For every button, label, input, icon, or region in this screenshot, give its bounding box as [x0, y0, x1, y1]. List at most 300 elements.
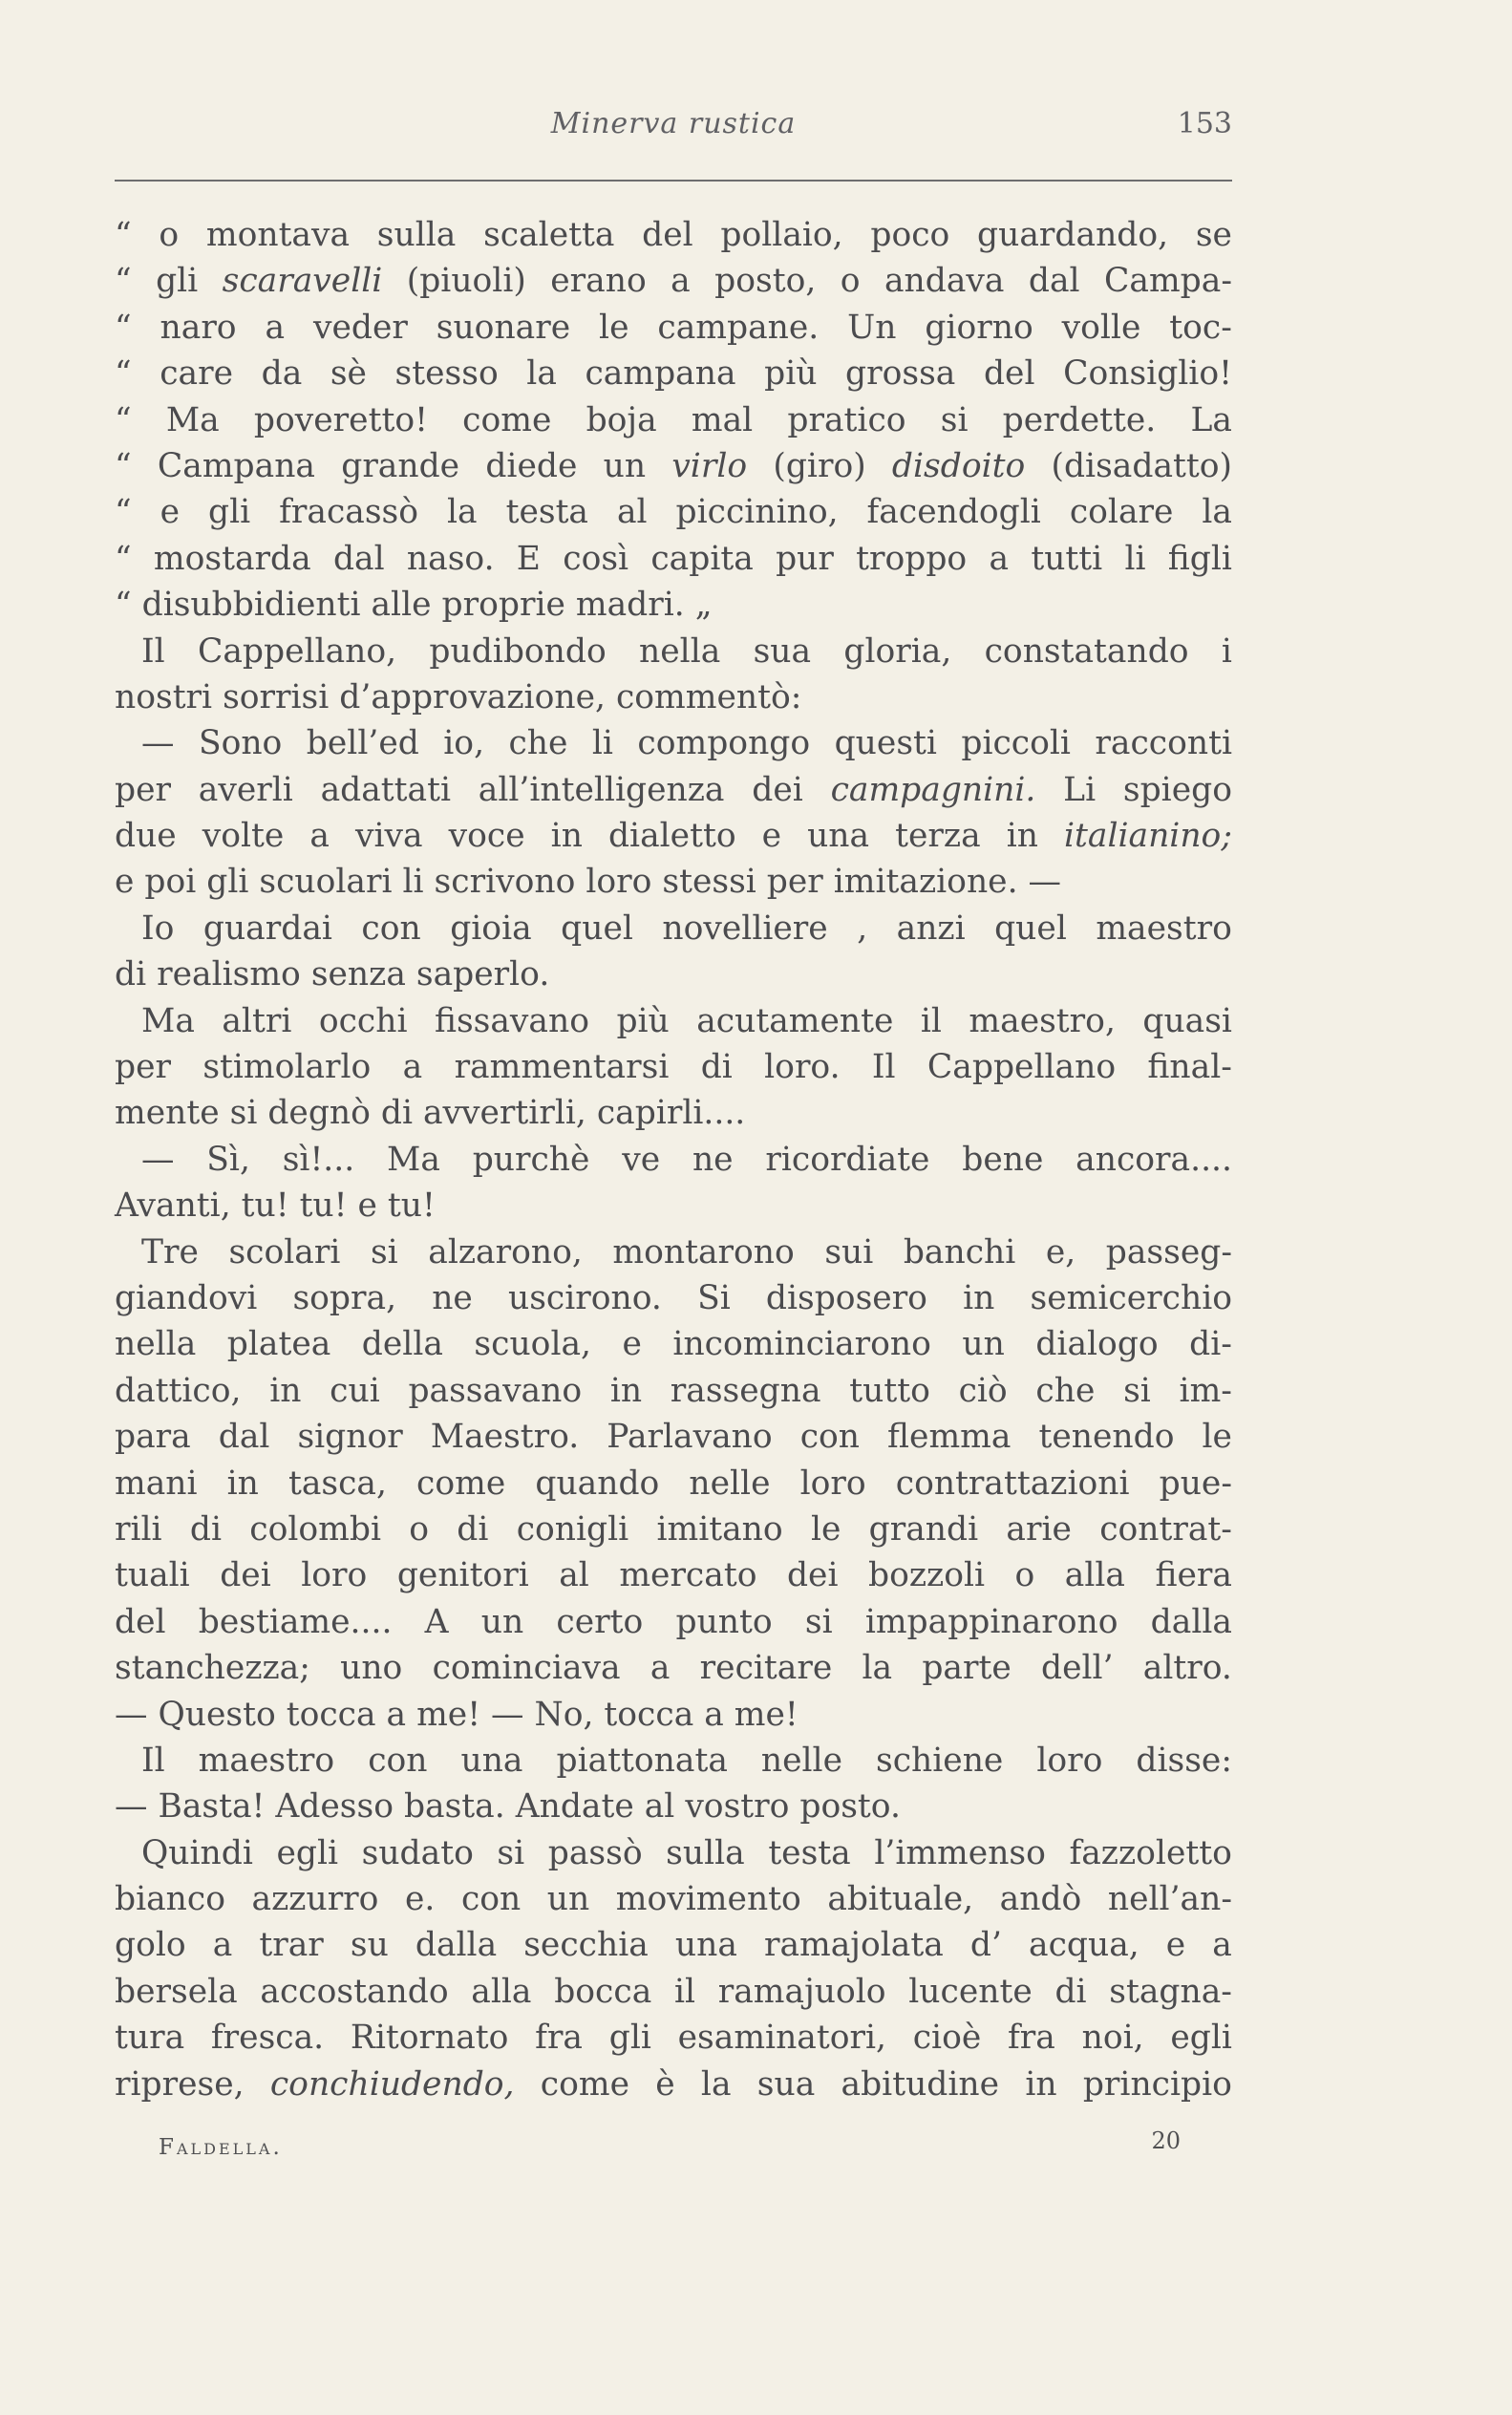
word: li	[402, 863, 424, 902]
word: constatando	[984, 631, 1189, 671]
word: “	[115, 446, 132, 485]
word: montava	[205, 216, 351, 254]
word: quasi	[1142, 1001, 1232, 1040]
text-line	[115, 489, 1232, 535]
text-line	[115, 1275, 1232, 1321]
word: un	[480, 1602, 524, 1641]
word: disse:	[1136, 1741, 1232, 1780]
word: o	[1014, 1556, 1035, 1595]
word: posto,	[714, 262, 817, 301]
word: a	[671, 262, 691, 301]
word: si	[804, 1602, 833, 1641]
word: grossa	[845, 354, 956, 394]
word: flemma	[887, 1418, 1012, 1457]
word: sè	[330, 354, 367, 394]
word-space	[586, 1090, 597, 1136]
word-space	[724, 1692, 735, 1738]
word: (disadatto)	[1051, 446, 1232, 485]
text-line	[115, 951, 1232, 997]
word: capirli....	[596, 1094, 746, 1133]
word: si	[1123, 1371, 1151, 1410]
word: loro	[1036, 1741, 1103, 1780]
word: “	[115, 216, 132, 254]
word: lucente	[908, 1972, 1033, 2011]
word: No,	[534, 1695, 594, 1734]
text-line	[115, 2015, 1232, 2061]
word: mostarda	[153, 539, 311, 578]
word: bocca	[554, 1972, 652, 2011]
word: tuali	[115, 1556, 190, 1595]
word: sua	[753, 631, 812, 671]
word: da	[261, 354, 303, 394]
word: piccinino,	[675, 493, 839, 532]
word: —	[115, 1695, 148, 1734]
word: tocca	[604, 1695, 694, 1734]
word: quel	[994, 908, 1067, 948]
word: sulla	[376, 216, 457, 254]
word: tutto	[849, 1371, 930, 1410]
word: bersela	[115, 1972, 238, 2011]
word: è	[655, 2064, 675, 2104]
word: gioia	[450, 908, 532, 948]
word: le	[1202, 1418, 1232, 1457]
word: fissavano	[434, 1001, 589, 1040]
word: due	[115, 817, 177, 856]
word: per	[766, 863, 823, 902]
word: di	[700, 1048, 733, 1087]
word: una	[674, 1926, 737, 1965]
word: maestro	[198, 1741, 335, 1780]
text-line	[115, 1784, 1232, 1829]
word: dal	[1028, 262, 1080, 301]
word-space	[231, 1183, 242, 1229]
word: (giro)	[773, 446, 866, 485]
word: ciò	[958, 1371, 1008, 1410]
text-line	[115, 305, 1232, 351]
word: gli	[608, 2019, 651, 2058]
word: im-	[1179, 1371, 1232, 1410]
text-line	[115, 258, 1232, 304]
word: a	[1212, 1926, 1232, 1965]
word: Basta!	[158, 1787, 266, 1827]
word: e	[357, 1186, 377, 1226]
word: purchè	[472, 1140, 590, 1179]
word: realismo	[157, 955, 301, 994]
word: boja	[586, 400, 657, 439]
word-space	[1018, 859, 1029, 905]
word: volte	[202, 817, 285, 856]
text-line	[115, 906, 1232, 951]
word: e	[622, 1325, 642, 1364]
word: sua	[756, 2064, 816, 2104]
word: a	[309, 817, 330, 856]
word: colare	[1069, 493, 1174, 532]
word: uno	[340, 1649, 403, 1688]
word: alzarono,	[428, 1232, 583, 1272]
word-space	[674, 1784, 685, 1829]
word: con	[460, 1880, 522, 1919]
word: ne	[692, 1140, 734, 1179]
word: questi	[834, 724, 937, 763]
word: un	[546, 1880, 590, 1919]
word: che	[508, 724, 568, 763]
word: si	[497, 1833, 525, 1872]
word: scolari	[228, 1232, 341, 1272]
word-space	[651, 859, 662, 905]
text-line	[115, 998, 1232, 1044]
word: ne	[432, 1278, 473, 1317]
word: Campana	[157, 446, 315, 485]
word: voce	[448, 817, 525, 856]
word: nelle	[760, 1741, 843, 1780]
word-space	[789, 1784, 799, 1829]
word: altri	[222, 1001, 292, 1040]
word: dell’	[1041, 1649, 1114, 1688]
word: egli	[1170, 2019, 1232, 2058]
text-line	[115, 1507, 1232, 1552]
word: andò	[999, 1880, 1082, 1919]
word: impappinarono	[864, 1602, 1118, 1641]
word: di	[380, 1094, 413, 1133]
word: un	[962, 1325, 1005, 1364]
word: grande	[341, 446, 460, 485]
word: E	[516, 539, 541, 578]
word: bianco	[115, 1880, 225, 1919]
word: senza	[310, 955, 406, 994]
word: posto.	[799, 1787, 901, 1827]
word: la	[700, 2064, 732, 2104]
text-line	[115, 1830, 1232, 1876]
word: —	[141, 1140, 175, 1179]
word: La	[1190, 400, 1232, 439]
word: naso.	[406, 539, 495, 578]
word: della	[361, 1325, 443, 1364]
word: care	[160, 354, 234, 394]
word-space	[196, 859, 206, 905]
word: disubbidienti	[141, 586, 361, 625]
word: quel	[561, 908, 633, 948]
word-space	[148, 1784, 159, 1829]
word: al	[644, 1787, 675, 1827]
word: giandovi	[115, 1278, 258, 1317]
word: pue-	[1159, 1464, 1232, 1503]
word: pratico	[787, 400, 906, 439]
word-space	[394, 1784, 404, 1829]
word: esaminatori,	[677, 2019, 886, 2058]
word: fiera	[1155, 1556, 1232, 1595]
word: ,	[857, 908, 868, 948]
word-space	[606, 674, 616, 720]
word: a	[386, 1695, 407, 1734]
word-space	[132, 582, 142, 628]
word: sulla	[666, 1833, 745, 1872]
word: le	[810, 1509, 841, 1549]
word: abituale,	[827, 1880, 974, 1919]
word: le	[599, 308, 629, 347]
word: guardando,	[977, 216, 1169, 254]
word: terza	[895, 817, 981, 856]
word-space	[376, 1692, 387, 1738]
word: poveretto!	[253, 400, 428, 439]
word: bene	[962, 1140, 1044, 1179]
word: dei	[786, 1556, 839, 1595]
word: volle	[1061, 308, 1141, 347]
word: Il	[141, 631, 165, 671]
word-space	[413, 1090, 423, 1136]
word: final-	[1147, 1048, 1232, 1087]
word: come	[462, 400, 552, 439]
word: grandi	[868, 1509, 979, 1549]
word-space	[265, 1784, 275, 1829]
word: Tre	[141, 1232, 199, 1272]
text-line	[115, 767, 1232, 813]
page-header	[115, 107, 1232, 155]
word: Campa-	[1104, 262, 1232, 301]
word-space	[248, 859, 259, 905]
text-line	[115, 1229, 1232, 1275]
word: scuolari	[259, 863, 393, 902]
word: guardai	[202, 908, 332, 948]
text-line	[115, 1969, 1232, 2015]
word: a	[402, 1048, 423, 1087]
word: scrivono	[434, 863, 576, 902]
text-line	[115, 1692, 1232, 1738]
word: erano	[550, 262, 647, 301]
text-line	[115, 674, 1232, 720]
word: signor	[297, 1418, 403, 1457]
text-line	[115, 1599, 1232, 1645]
word: “	[115, 539, 132, 578]
word: dattico,	[115, 1371, 242, 1410]
word-space	[575, 859, 586, 905]
word: Un	[847, 308, 897, 347]
word: bozzoli	[867, 1556, 986, 1595]
word: (piuoli)	[406, 262, 526, 301]
word: e	[761, 817, 782, 856]
text-line	[115, 582, 1232, 628]
word: montarono	[612, 1232, 795, 1272]
italic-word: italianino;	[1063, 817, 1232, 856]
word: sì!...	[282, 1140, 355, 1179]
text-line	[115, 351, 1232, 396]
word: nelle	[689, 1464, 771, 1503]
text-line	[115, 1137, 1232, 1183]
word-space	[348, 1183, 358, 1229]
word: tutti	[1031, 539, 1103, 578]
italic-word: campagnini.	[830, 770, 1036, 809]
word-space	[480, 1692, 491, 1738]
word: Il	[871, 1048, 896, 1087]
word: contrat-	[1099, 1509, 1232, 1549]
word: in	[550, 817, 583, 856]
word: genitori	[396, 1556, 529, 1595]
word: dialetto	[607, 817, 736, 856]
word-space	[685, 582, 695, 628]
word: Avanti,	[115, 1186, 231, 1226]
word: stessi	[662, 863, 756, 902]
word: campana	[585, 354, 736, 394]
word: in	[963, 1278, 995, 1317]
word: del	[115, 1602, 166, 1641]
word: para	[115, 1418, 191, 1457]
word: come	[416, 1464, 506, 1503]
word: poi	[144, 863, 197, 902]
word: dalla	[415, 1926, 498, 1965]
word: con	[799, 1418, 861, 1457]
word-space	[289, 1183, 300, 1229]
word-space	[371, 1090, 381, 1136]
word: loro	[799, 1464, 866, 1503]
italic-word: virlo	[671, 446, 748, 485]
word-space	[823, 859, 834, 905]
word: spiego	[1122, 770, 1232, 809]
text-line	[115, 1183, 1232, 1229]
word: Cappellano	[926, 1048, 1117, 1087]
italic-word: disdoito	[891, 446, 1026, 485]
word: —	[115, 1787, 148, 1827]
word: scaletta	[483, 216, 615, 254]
word: perdette.	[1002, 400, 1157, 439]
word: tu!	[299, 1186, 348, 1226]
word: mal	[691, 400, 754, 439]
word: fra	[535, 2019, 584, 2058]
word: sudato	[361, 1833, 474, 1872]
word: incominciarono	[672, 1325, 931, 1364]
text-line	[115, 1044, 1232, 1090]
word: nella	[639, 631, 721, 671]
word-space	[756, 859, 767, 905]
word: toc-	[1169, 308, 1232, 347]
word: a	[989, 539, 1010, 578]
word: il	[920, 1001, 942, 1040]
word: passò	[547, 1833, 643, 1872]
word: loro.	[764, 1048, 841, 1087]
italic-word: scaravelli	[222, 262, 383, 301]
word: Adesso	[275, 1787, 394, 1827]
word: pudibondo	[429, 631, 607, 671]
word: in	[1006, 817, 1038, 856]
word: semicerchio	[1030, 1278, 1232, 1317]
word: loro	[586, 863, 652, 902]
word: alla	[1064, 1556, 1126, 1595]
word: quando	[535, 1464, 660, 1503]
word: rili	[115, 1509, 162, 1549]
word: mani	[115, 1464, 198, 1503]
word: li	[591, 724, 613, 763]
text-line	[115, 1461, 1232, 1507]
word: si	[940, 400, 969, 439]
word-space	[424, 859, 435, 905]
word: stagna-	[1109, 1972, 1232, 2011]
word: fresca.	[210, 2019, 325, 2058]
word: Questo	[158, 1695, 276, 1734]
word: conigli	[516, 1509, 629, 1549]
word: veder	[312, 308, 408, 347]
word: in	[226, 1464, 259, 1503]
word: ve	[622, 1140, 661, 1179]
word-space	[361, 582, 372, 628]
word: Li	[1063, 770, 1097, 809]
word: Quindi	[141, 1833, 253, 1872]
word: capita	[650, 539, 754, 578]
word: nell’an-	[1107, 1880, 1232, 1919]
word-space	[393, 859, 403, 905]
word: nella	[115, 1325, 197, 1364]
word: più	[764, 354, 818, 394]
word: passavano	[408, 1371, 583, 1410]
word: poco	[870, 216, 950, 254]
word: secchia	[523, 1926, 649, 1965]
word: proprie	[441, 586, 565, 625]
word: in	[609, 1371, 643, 1410]
word: contrattazioni	[895, 1464, 1130, 1503]
word: io,	[443, 724, 485, 763]
word: la	[1202, 493, 1232, 532]
word: fracassò	[279, 493, 419, 532]
word: tu!	[241, 1186, 289, 1226]
word: si	[229, 1094, 258, 1133]
word: che	[1035, 1371, 1096, 1410]
word: viva	[354, 817, 423, 856]
word: di	[457, 1509, 489, 1549]
word: arie	[1006, 1509, 1072, 1549]
word: Io	[141, 908, 175, 948]
text-line	[115, 1321, 1232, 1367]
word: e	[115, 863, 135, 902]
text-line	[115, 397, 1232, 443]
word: i	[1221, 631, 1232, 671]
word: si	[370, 1232, 398, 1272]
word: accostando	[260, 1972, 449, 2011]
word: avvertirli,	[422, 1094, 586, 1133]
word: sui	[824, 1232, 874, 1272]
word-space	[301, 951, 311, 997]
word-space	[593, 1692, 604, 1738]
word: figli	[1167, 539, 1232, 578]
word: e.	[405, 1880, 436, 1919]
word: rassegna	[670, 1371, 821, 1410]
word-space	[406, 1692, 416, 1738]
word-space	[329, 674, 339, 720]
word: occhi	[318, 1001, 408, 1040]
text-line	[115, 443, 1232, 489]
text-line	[115, 1090, 1232, 1136]
word: andava	[884, 262, 1005, 301]
header-rule	[115, 180, 1232, 182]
text-line	[115, 1876, 1232, 1922]
word: bestiame....	[198, 1602, 393, 1641]
page-number: 153	[1177, 107, 1232, 140]
word-space	[565, 582, 576, 628]
word-space	[220, 1090, 230, 1136]
word: del	[642, 216, 693, 254]
word: e,	[1045, 1232, 1076, 1272]
word-space	[257, 1090, 267, 1136]
word: acutamente	[696, 1001, 894, 1040]
word: principio	[1082, 2064, 1232, 2104]
word: dei	[220, 1556, 271, 1595]
word: a	[265, 308, 286, 347]
word: diede	[485, 446, 578, 485]
word: abitudine	[841, 2064, 1000, 2104]
word: suonare	[436, 308, 571, 347]
word: di	[189, 1509, 222, 1549]
text-line	[115, 2062, 1232, 2107]
word: una	[460, 1741, 523, 1780]
word: per	[115, 1048, 171, 1087]
word-space	[212, 674, 223, 720]
word: fra	[1008, 2019, 1055, 2058]
